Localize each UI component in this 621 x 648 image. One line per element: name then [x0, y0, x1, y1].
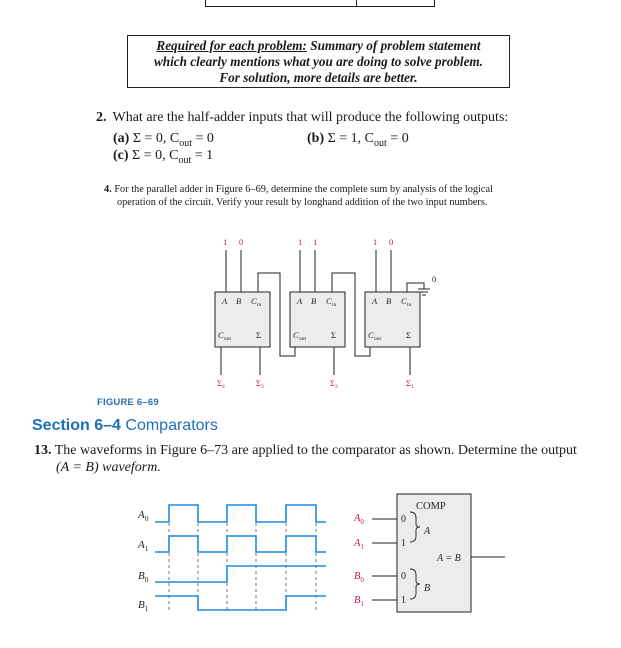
problem-2b-end: = 0: [386, 131, 409, 146]
waveforms: [155, 505, 326, 610]
figure-69-caption: FIGURE 6–69: [97, 397, 159, 408]
problem-2c-label: (c): [113, 148, 129, 163]
adder3-cout: C: [368, 330, 374, 340]
adder2-cin-sub: in: [332, 302, 337, 308]
adder3-input-b: 0: [389, 237, 394, 247]
adder2-input-a: 1: [298, 237, 303, 247]
output-sigma2: $\Sigma_2$: [330, 378, 338, 390]
comp-group-a: A: [424, 526, 431, 537]
required-heading: Required for each problem:: [156, 38, 307, 53]
section-number: Section 6–4: [32, 417, 121, 434]
wave-b0: [155, 566, 326, 582]
problem-2b-text: Σ = 1, C: [327, 131, 375, 146]
required-line2: which clearly mentions what you are doing to solve problem.: [154, 54, 483, 69]
comp-pin-b0: 0: [401, 571, 406, 582]
adder2-label-b: B: [311, 296, 317, 306]
adder2-cout: C: [293, 330, 299, 340]
adder3-sum: Σ: [406, 330, 411, 340]
problem-13-line2: (A = B) waveform.: [56, 460, 161, 475]
problem-2a-sub: out: [179, 137, 192, 149]
problem-2b-sub: out: [374, 137, 387, 149]
problem-2a-end: = 0: [192, 131, 214, 146]
adder3-input-a: 1: [373, 237, 378, 247]
adder1-cout: C: [218, 330, 224, 340]
carry-in-value: 0: [432, 274, 437, 284]
adder2-input-b: 1: [313, 237, 318, 247]
adder1-cin-sub: in: [257, 302, 262, 308]
comp-input-b1: $B_1$: [354, 595, 364, 608]
adder1-input-b: 0: [239, 237, 244, 247]
wave-label-a0: $A_0$: [138, 509, 149, 523]
wave-b1: [155, 596, 326, 610]
output-sigma1: $\Sigma_1$: [406, 378, 414, 390]
comp-group-b: B: [424, 583, 431, 594]
wave-label-b1: $B_1$: [138, 599, 149, 613]
problem-13-line1: The waveforms in Figure 6–73 are applied to the comparator as shown. Determine the output: [54, 443, 577, 458]
problem-4-number: 4.: [104, 184, 112, 195]
problem-2c-sub: out: [178, 154, 192, 166]
problem-4-line1: For the parallel adder in Figure 6–69, determine the complete sum by analysis of the logical: [114, 184, 493, 195]
problem-2a-text: Σ = 0, C: [132, 131, 180, 146]
adder1-label-b: B: [236, 296, 242, 306]
problem-2-question: What are the half-adder inputs that will produce the following outputs:: [112, 110, 509, 125]
wave-a1: [155, 536, 326, 552]
adder3-cout-sub: out: [374, 336, 382, 342]
problem-13: [34, 442, 609, 476]
comp-input-a1: $A_1$: [354, 538, 364, 551]
adder2-sum: Σ: [331, 330, 336, 340]
problem-4-line2: operation of the circuit. Verify your result by longhand addition of the two input numbers.: [117, 197, 488, 208]
wave-label-a1: $A_1$: [138, 539, 149, 553]
problem-2c-end: = 1: [191, 148, 214, 163]
adder2-label-a: A: [297, 296, 303, 306]
output-sigma3: $\Sigma_3$: [256, 378, 264, 390]
comparator-title: COMP: [416, 501, 446, 512]
comp-input-a0: $A_0$: [354, 513, 364, 526]
adder2-cout-sub: out: [299, 336, 307, 342]
comp-pin-a1: 1: [401, 538, 406, 549]
adder1-label-a: A: [222, 296, 228, 306]
wave-label-b0: $B_0$: [138, 570, 149, 584]
adder1-input-a: 1: [223, 237, 228, 247]
wave-a0: [155, 505, 326, 522]
comp-pin-a0: 0: [401, 514, 406, 525]
output-sigma4: $\Sigma_4$: [217, 378, 225, 390]
problem-2c-text: Σ = 0, C: [132, 148, 179, 163]
adder3-label-b: B: [386, 296, 392, 306]
comp-pin-b1: 1: [401, 595, 406, 606]
adder1-cout-sub: out: [224, 336, 232, 342]
required-line3: For solution, more details are better.: [219, 70, 418, 85]
adder3-cin-sub: in: [407, 302, 412, 308]
comp-input-b0: $B_0$: [354, 571, 364, 584]
adder1-sum: Σ: [256, 330, 261, 340]
adder1-label-c: C: [251, 296, 257, 306]
problem-2b-label: (b): [307, 131, 325, 146]
section-title: Comparators: [120, 417, 218, 434]
problem-2a-label: (a): [113, 131, 130, 146]
comp-output-label: A = B: [437, 553, 461, 564]
adder3-label-c: C: [401, 296, 407, 306]
adder2-label-c: C: [326, 296, 332, 306]
problem-2-number: 2.: [96, 110, 107, 125]
required-line1-rest: Summary of problem statement: [306, 38, 481, 53]
section-heading: [32, 417, 218, 435]
problem-13-number: 13.: [34, 443, 52, 458]
adder3-label-a: A: [372, 296, 378, 306]
